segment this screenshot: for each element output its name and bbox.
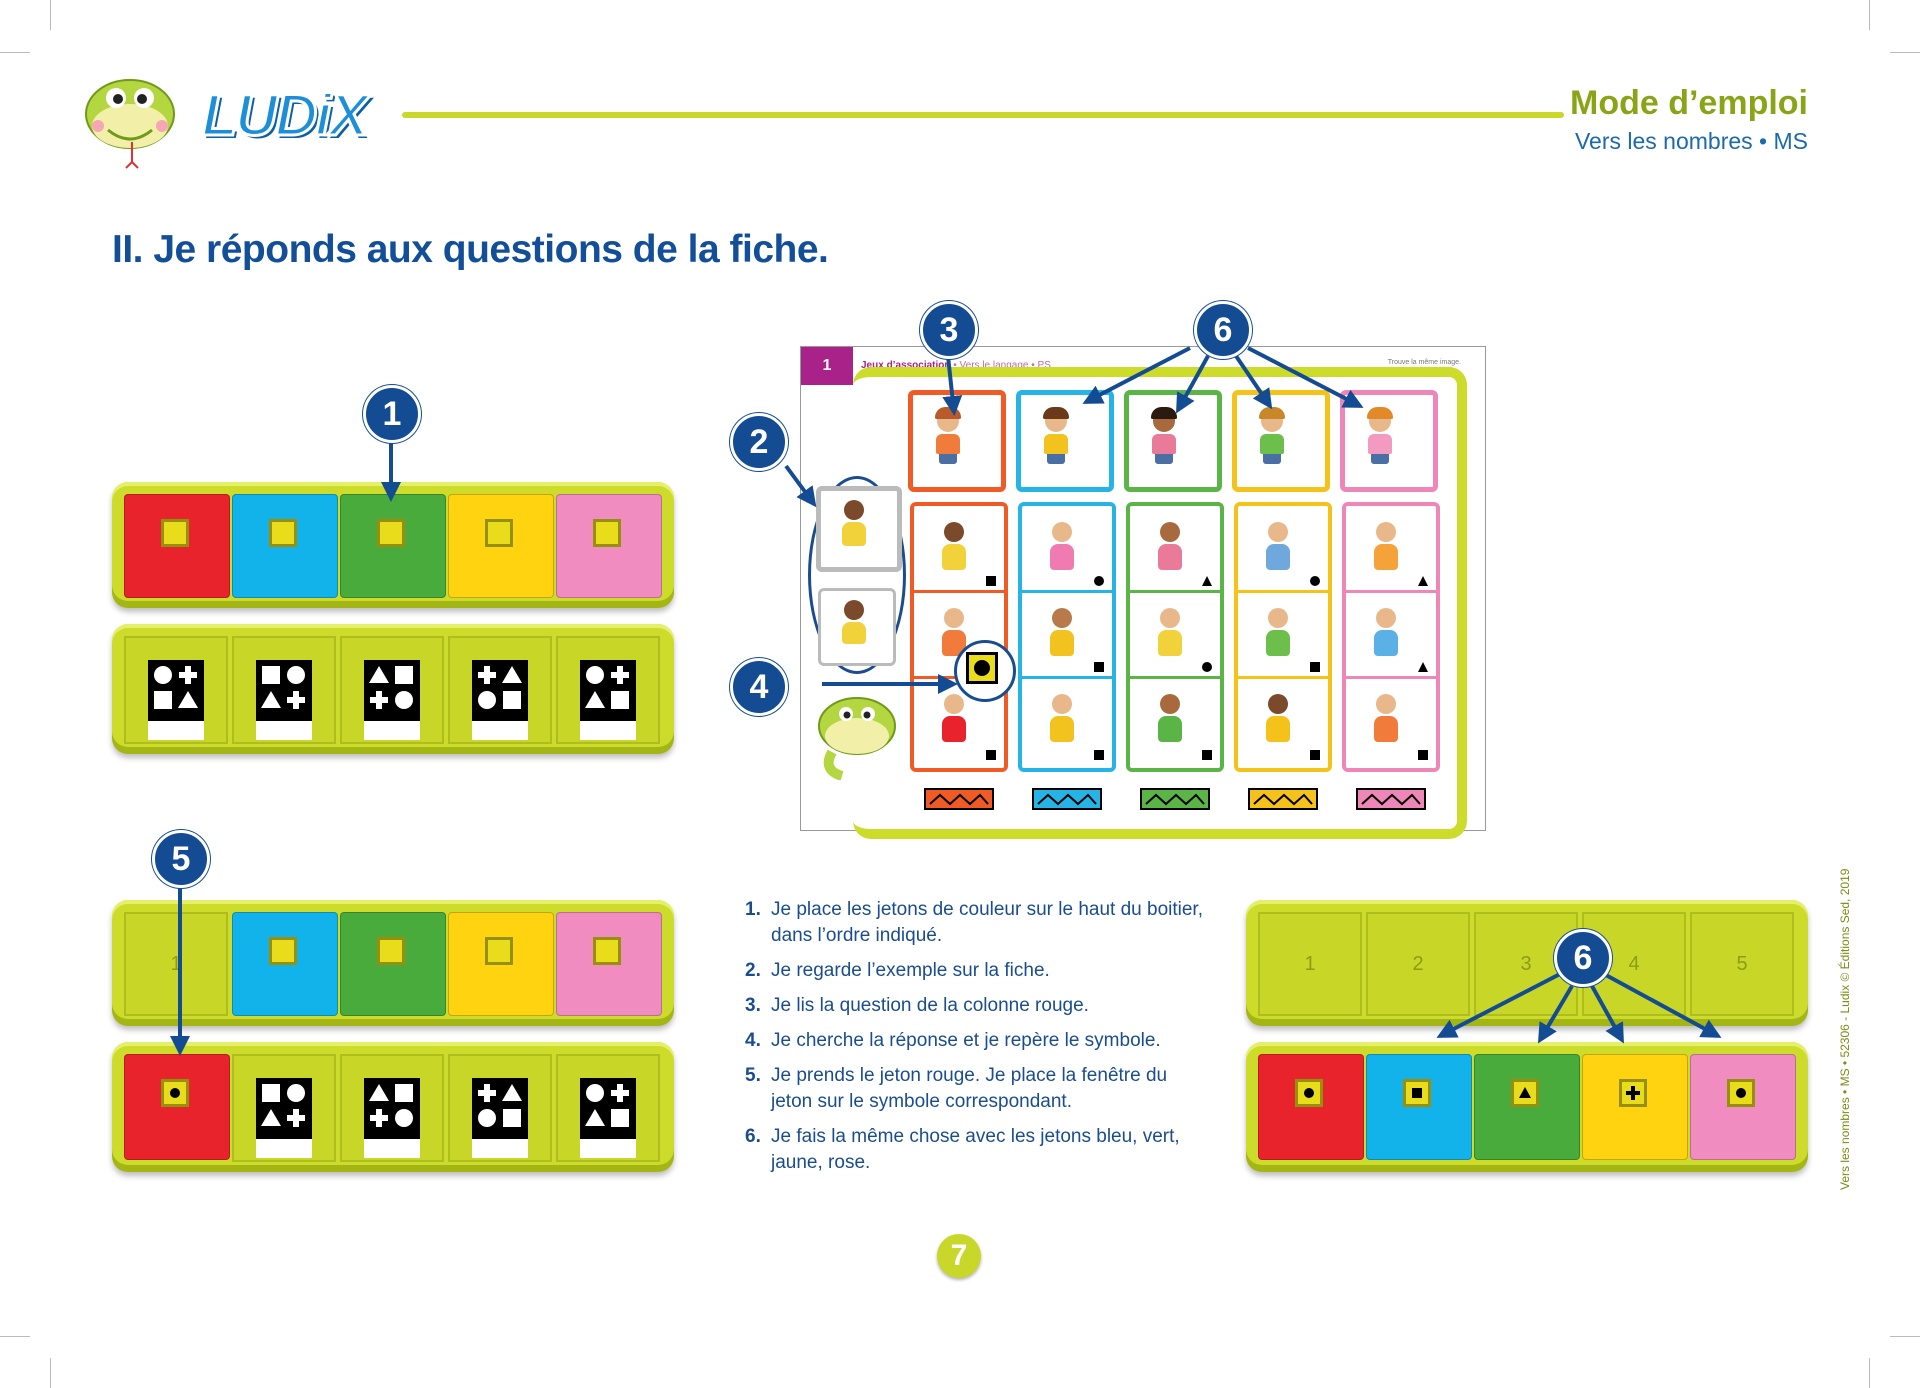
marker-6-board: 6 — [1554, 929, 1612, 987]
instruction-number: 4. — [745, 1030, 761, 1051]
page-subtitle: Vers les nombres • MS — [1574, 128, 1808, 154]
instruction-text: Je regarde l’exemple sur la fiche. — [771, 960, 1050, 981]
section-title: II. Je réponds aux questions de la fiche. — [112, 228, 829, 271]
instruction-text: Je cherche la réponse et je repère le symbole. — [771, 1030, 1161, 1051]
instruction-number: 3. — [745, 995, 761, 1016]
instruction-number: 5. — [745, 1065, 761, 1086]
sheet-number: 1 — [801, 347, 853, 385]
instruction-item — [745, 1028, 1205, 1054]
instruction-number: 6. — [745, 1126, 761, 1147]
instruction-text: Je place les jetons de couleur sur le haut du boitier, dans l’ordre indiqué. — [771, 899, 1203, 946]
sheet-instruction: Trouve la même image. — [1387, 359, 1461, 366]
marker-4: 4 — [730, 658, 788, 716]
marker-1: 1 — [363, 385, 421, 443]
instruction-item — [745, 897, 1205, 949]
instruction-item — [745, 958, 1205, 984]
instruction-item — [745, 1124, 1205, 1176]
empty-slot-2: 2 — [1366, 912, 1470, 1016]
empty-slot-4: 4 — [1582, 912, 1686, 1016]
instruction-number: 1. — [745, 899, 761, 920]
marker-2: 2 — [730, 413, 788, 471]
instruction-text: Je prends le jeton rouge. Je place la fenêtre du jeton sur le symbole correspondant. — [771, 1065, 1168, 1112]
sheet-heading-title: Jeux d’association — [861, 360, 951, 371]
empty-slot-3: 3 — [1474, 912, 1578, 1016]
empty-slot-1: 1 — [1258, 912, 1362, 1016]
page-number: 7 — [937, 1234, 981, 1278]
empty-slot-5: 5 — [1690, 912, 1794, 1016]
page-title: Mode d’emploi — [1570, 84, 1808, 122]
instructions-list — [745, 897, 1205, 1185]
instruction-number: 2. — [745, 960, 761, 981]
marker-5: 5 — [152, 830, 210, 888]
logo-text: LUDiX — [202, 83, 366, 148]
instruction-text: Je fais la même chose avec les jetons bleu, vert, jaune, rose. — [771, 1126, 1180, 1173]
empty-slot-1: 1 — [124, 912, 228, 1016]
marker-6-sheet: 6 — [1194, 301, 1252, 359]
copyright-side-text: Vers les nombres • MS • 52306 - Ludix © Éditions Sed, 2019 — [1838, 868, 1852, 1190]
instruction-item — [745, 993, 1205, 1019]
marker-3: 3 — [920, 301, 978, 359]
instruction-item — [745, 1063, 1205, 1115]
instruction-text: Je lis la question de la colonne rouge. — [771, 995, 1089, 1016]
sheet-heading-sub: • Vers le langage • PS — [953, 360, 1051, 371]
